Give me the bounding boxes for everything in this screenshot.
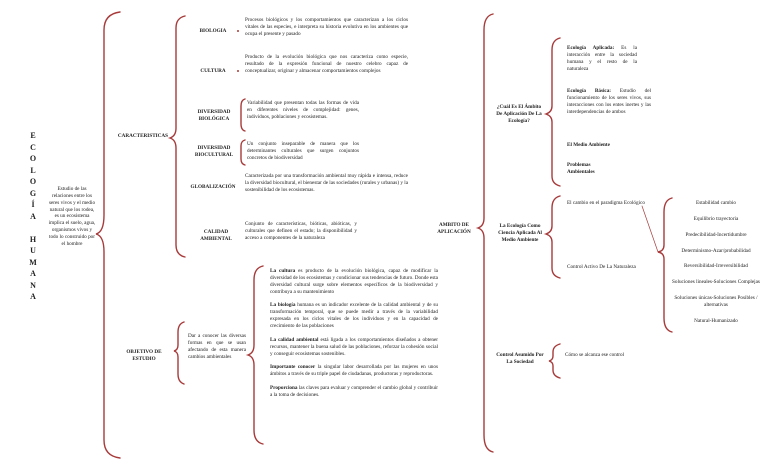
objetivo-paragraph: La cultura es producto de la evolución biológica, capaz de modificar la diversidad de los ecosistemas y condicionar sus tendencias de futuro. Donde esta diversidad cultural surge sobre elementos específicos de la biodiversidad y contribuya a su mantenimiento — [270, 268, 438, 295]
q1-label: ¿Cuál Es El Ámbito De Aplicación De La Ecología? — [496, 104, 542, 124]
item-name-calidad-ambiental: CALIDAD AMBIENTAL — [200, 229, 232, 242]
pairs-list — [666, 200, 766, 325]
objetivo-brace — [174, 322, 184, 384]
q1-item-problemas: Problemas Ambientales — [567, 162, 595, 175]
q1-item-aplicada: Ecología Aplicada: Es la interacción entre la sociedad humana y el resto de la naturaleza — [567, 45, 637, 72]
caracteristicas-label: CARACTERISTICAS — [117, 133, 169, 139]
ambito-brace — [478, 14, 493, 452]
item-name-globalizacion: GLOBALIZACIÓN — [190, 184, 236, 190]
objetivo-paragraph: La calidad ambiental está ligada a los comportamientos diseñados a obtener recursos, mantener la buena salud de las poblaciones, reforzar la cohesión social y conseguir ecosistemas sostenibles. — [270, 336, 439, 357]
title-letter: A — [30, 269, 36, 278]
objetivo-paragraph: Importante conocer la singular labor desarrollada por las mujeres en unos ámbitos a través de su triple papel de ciudadanas, productoras y reproductoras. — [270, 364, 438, 378]
q1-brace — [546, 38, 560, 186]
item-name-cultura: CULTURA — [200, 68, 226, 74]
q2-item-paradigma: El cambio en el paradigma Ecológico — [567, 200, 645, 206]
q1-item-medio-ambiente: El Medio Ambiente — [567, 142, 610, 148]
q2-item-control-activo: Control Activo De La Naturaleza — [567, 264, 636, 270]
pair-item: Equilibrio trayectoria — [693, 215, 739, 222]
item-text-diversidad-biocultural: Un conjunto inseparable de manera que los determinantes culturales que surgen conjuntos concretos de biodiversidad — [247, 141, 359, 161]
pair-item: Reversibilidad-Irreversibilidad — [684, 263, 748, 270]
item-text-cultura: Producto de la evolución biológica que nos caracteriza como especie, resultado de la expresión funcional de nuestro celebro capaz de conceptualizar, originar y almacenar comportamientos complejos — [245, 54, 408, 74]
title-letter: H — [29, 234, 37, 244]
q3-brace — [549, 344, 560, 378]
title-letter: O — [29, 154, 37, 163]
objetivo-paragraph: Proporciona las claves para evaluar y comprender el cambio global y contribuir a la toma de decisiones. — [270, 385, 438, 399]
item-name-diversidad-biocultural: DIVERSIDAD BIOCULTURAL — [194, 145, 234, 158]
item-text-biologia: Procesos biológicos y los comportamientos que caracterizan a los ciclos vitales de las especies, e interpreta su historia evolutiva en los ambientes que ocupa el presente y pasado — [245, 17, 408, 37]
item-name-diversidad-biologica: DIVERSIDAD BIOLÓGICA — [197, 109, 231, 122]
pair-item: Natural-Humanizado — [694, 317, 738, 324]
title-letter: N — [30, 280, 36, 290]
title-letter: C — [30, 142, 36, 152]
pair-item: Soluciones lineales-Soluciones Complejas — [672, 279, 760, 286]
title-letter: U — [30, 246, 36, 255]
item-text-calidad-ambiental: Conjunto de características, bióticas, abióticas, y culturales que definen el estado; la disponibilidad y acceso a componentes de la naturaleza — [245, 221, 357, 241]
item-name-biologia: BIOLOGIA — [199, 28, 227, 34]
objetivo-summary: Dar a conocer las diversas formas en que se usan afectando de esta manera cambios ambientales — [188, 333, 246, 360]
item-text-globalizacion: Caracterizada por una transformación ambiental muy rápida e intensa, reduce la diversidad biocultural, el bienestar de las sociedades (rurales y urbanas) y la sostenibilidad de los ecosistemas. — [245, 173, 408, 193]
q2-brace — [546, 196, 560, 278]
title-letter: A — [30, 292, 36, 301]
pair-item: Predecibilidad-Incertidumbre — [685, 231, 747, 238]
title-letter: A — [30, 211, 36, 221]
pair-item: Estabilidad cambio — [696, 200, 736, 206]
title-letter — [28, 222, 38, 234]
main-brace — [96, 12, 120, 458]
title-letter: E — [30, 131, 36, 140]
pair-item: Soluciones únicas-Soluciones Posibles / alternativas — [674, 295, 758, 309]
q3-label: Control Asumido Por La Sociedad — [496, 352, 544, 365]
title-letter: O — [29, 177, 37, 186]
ambito-label: AMBITO DE APLICACIÓN — [437, 222, 471, 235]
q1-item-basica: Ecología Básica: Estudio del funcionamiento de los seres vivos, sus interacciones con los entes inertes y las interdependencias de ambos — [567, 88, 651, 115]
definition-text: Estudio de las relaciones entre los seres vivos y el medio natural que los rodea, es un ecosistema implica el suelo, agua, organismos vivos y todo lo construido por el hombre — [48, 186, 96, 247]
objetivo-label: OBJETIVO DE ESTUDIO — [126, 349, 162, 362]
title-letter: Í — [31, 200, 35, 209]
q3-item: Cómo se alcanza ese control — [565, 352, 625, 358]
q2-label: La Ecología Como Ciencia Aplicada Al Medio Ambiente — [498, 223, 542, 243]
title-letter: L — [30, 165, 36, 175]
objetivo-big-brace — [248, 266, 263, 444]
main-title — [28, 130, 38, 303]
pair-item: Determinismo-Azar/probabilidad — [681, 247, 751, 254]
item-text-diversidad-biologica: Variabilidad que presentan todas las formas de vida en diferentes niveles de complejidad: genes, individuos, poblaciones y ecosistemas. — [247, 100, 359, 120]
title-letter: M — [29, 257, 37, 267]
objetivo-paragraphs — [270, 268, 438, 406]
objetivo-paragraph: La biología humana es un indicador excelente de la calidad ambiental y de su transformación temporal, que se puede medir a través de la variabilidad expresada en los ciclos vitales de los individuos y en la capacidad de crecimiento de las poblaciones — [270, 302, 439, 330]
title-letter: G — [29, 188, 37, 198]
